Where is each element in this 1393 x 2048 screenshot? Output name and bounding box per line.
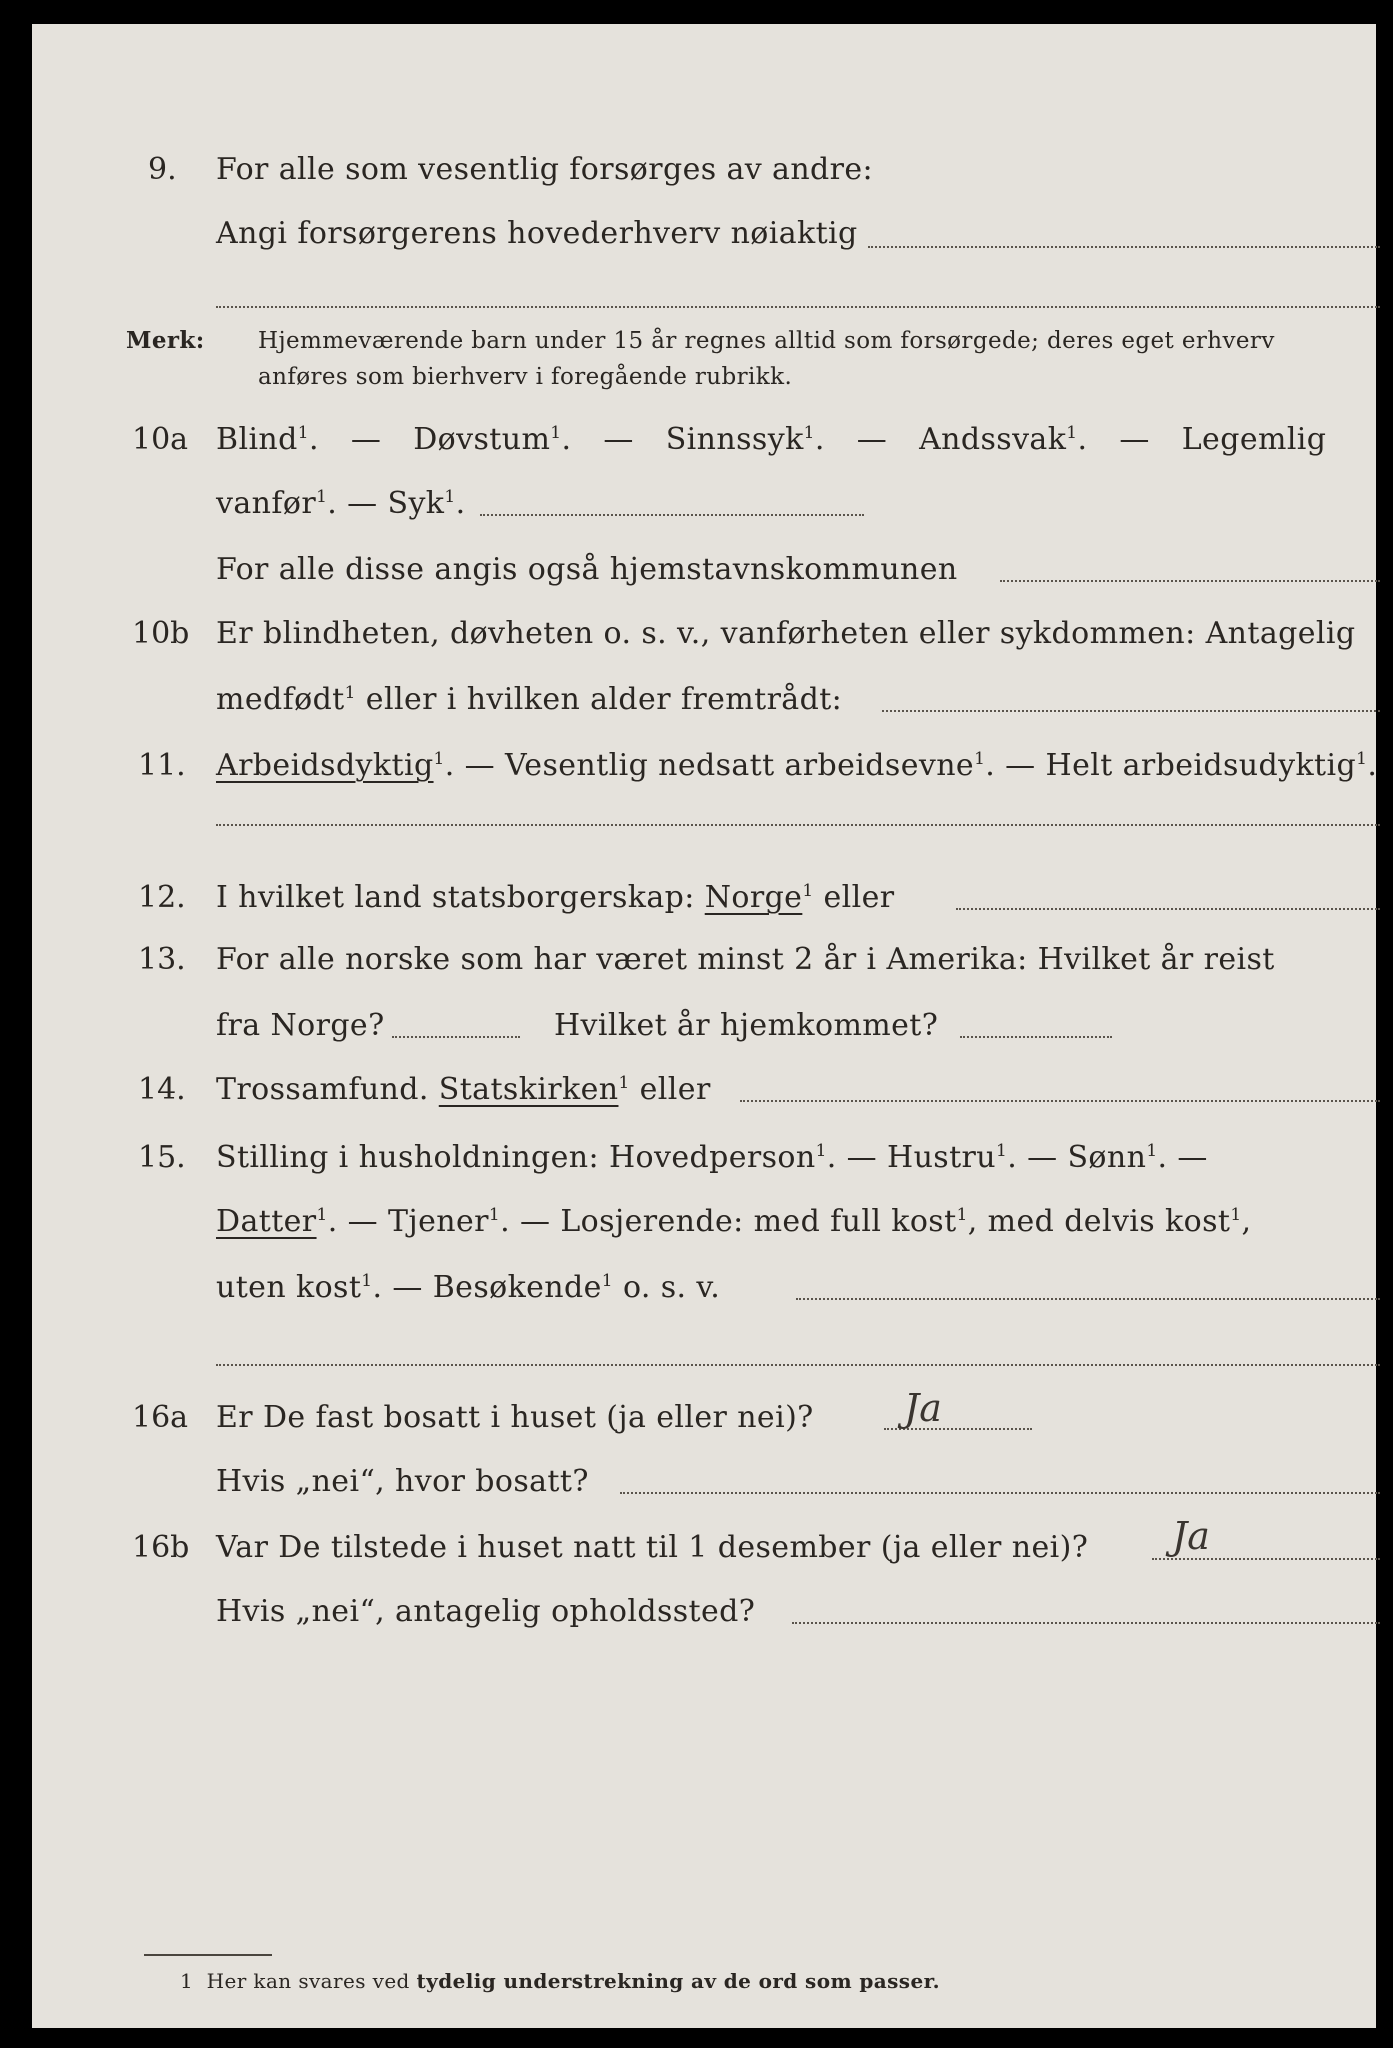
item-number-10b: 10b bbox=[132, 616, 190, 651]
q12-line1: I hvilket land statsborgerskap: Norge$^1$ eller bbox=[216, 880, 895, 915]
q12-selected-option: Norge bbox=[704, 880, 803, 915]
q10b-line2: medfødt$^1$ eller i hvilken alder fremtrådt: bbox=[216, 682, 843, 717]
q14-selected-option: Statskirken bbox=[438, 1072, 619, 1107]
q13-line1: For alle norske som har været minst 2 år i Amerika: Hvilket år reist bbox=[216, 942, 1275, 977]
q11-selected-option: Arbeidsdyktig bbox=[216, 748, 434, 783]
item-number-14: 14. bbox=[138, 1072, 186, 1107]
item-number-16a: 16a bbox=[132, 1400, 189, 1435]
q16b-answer-field[interactable] bbox=[1152, 1558, 1380, 1560]
q16b-handwritten-answer: Ja bbox=[1172, 1514, 1210, 1558]
note-line2: anføres som bierhverv i foregående rubrikk. bbox=[258, 364, 793, 390]
q13-return-year-field[interactable] bbox=[960, 1036, 1112, 1038]
item-number-12: 12. bbox=[138, 880, 186, 915]
item-number-9: 9. bbox=[148, 152, 177, 187]
q16a-handwritten-answer: Ja bbox=[904, 1386, 942, 1430]
q15-answer-field-2[interactable] bbox=[216, 1364, 1380, 1366]
q10a-line3: For alle disse angis også hjemstavnskommunen bbox=[216, 552, 958, 587]
census-form-page bbox=[32, 24, 1376, 2028]
q16b-line1: Var De tilstede i huset natt til 1 desember (ja eller nei)? bbox=[216, 1530, 1089, 1565]
q13-line2a: fra Norge? bbox=[216, 1008, 385, 1043]
q14-line1: Trossamfund. Statskirken$^1$ eller bbox=[216, 1072, 711, 1107]
q9-answer-field[interactable] bbox=[868, 246, 1380, 248]
q11-answer-field[interactable] bbox=[216, 824, 1380, 826]
q9-answer-field-2[interactable] bbox=[216, 306, 1380, 308]
q10a-home-municipality-field[interactable] bbox=[1000, 580, 1380, 582]
q16a-line1: Er De fast bosatt i huset (ja eller nei)? bbox=[216, 1400, 814, 1435]
q9-line2: Angi forsørgerens hovederhverv nøiaktig bbox=[216, 216, 858, 251]
note-label: Merk: bbox=[126, 327, 205, 354]
q15-line1: Stilling i husholdningen: Hovedperson$^1$. — Hustru$^1$. — Sønn$^1$. — bbox=[216, 1140, 1208, 1175]
q10b-answer-field[interactable] bbox=[882, 710, 1380, 712]
q9-line1: For alle som vesentlig forsørges av andre: bbox=[216, 152, 874, 187]
q16b-line2: Hvis „nei“, antagelig opholdssted? bbox=[216, 1594, 756, 1629]
note-line1: Hjemmeværende barn under 15 år regnes alltid som forsørgede; deres eget erhverv bbox=[258, 328, 1275, 354]
q15-line2: Datter$^1$. — Tjener$^1$. — Losjerende: med full kost$^1$, med delvis kost$^1$, bbox=[216, 1204, 1252, 1239]
q11-line1: Arbeidsdyktig$^1$. — Vesentlig nedsatt arbeidsevne$^1$. — Helt arbeidsudyktig$^1$. bbox=[216, 748, 1378, 783]
q10a-line2: vanfør$^1$. — Syk$^1$. bbox=[216, 486, 466, 521]
q12-answer-field[interactable] bbox=[956, 908, 1380, 910]
q15-selected-option: Datter bbox=[216, 1204, 317, 1239]
item-number-13: 13. bbox=[138, 942, 186, 977]
item-number-16b: 16b bbox=[132, 1530, 190, 1565]
q10a-answer-field[interactable] bbox=[480, 514, 864, 516]
footnote: 1 Her kan svares ved tydelig understrekning av de ord som passer. bbox=[180, 1969, 941, 1993]
q16b-location-field[interactable] bbox=[792, 1622, 1380, 1624]
q13-departure-year-field[interactable] bbox=[392, 1036, 520, 1038]
q10b-line1: Er blindheten, døvheten o. s. v., vanførheten eller sykdommen: Antagelig bbox=[216, 616, 1356, 651]
item-number-15: 15. bbox=[138, 1140, 186, 1175]
item-number-10a: 10a bbox=[132, 422, 189, 457]
q15-answer-field[interactable] bbox=[796, 1298, 1380, 1300]
item-number-11: 11. bbox=[138, 748, 186, 783]
q14-answer-field[interactable] bbox=[740, 1100, 1380, 1102]
q16a-line2: Hvis „nei“, hvor bosatt? bbox=[216, 1464, 589, 1499]
q15-line3: uten kost$^1$. — Besøkende$^1$ o. s. v. bbox=[216, 1270, 721, 1305]
footnote-divider bbox=[144, 1954, 272, 1956]
q10a-line1: Blind$^1$. — Døvstum$^1$. — Sinnssyk$^1$. — Andssvak$^1$. — Legemlig bbox=[216, 422, 1327, 457]
q16a-where-field[interactable] bbox=[620, 1492, 1380, 1494]
q13-line2b: Hvilket år hjemkommet? bbox=[554, 1008, 939, 1043]
